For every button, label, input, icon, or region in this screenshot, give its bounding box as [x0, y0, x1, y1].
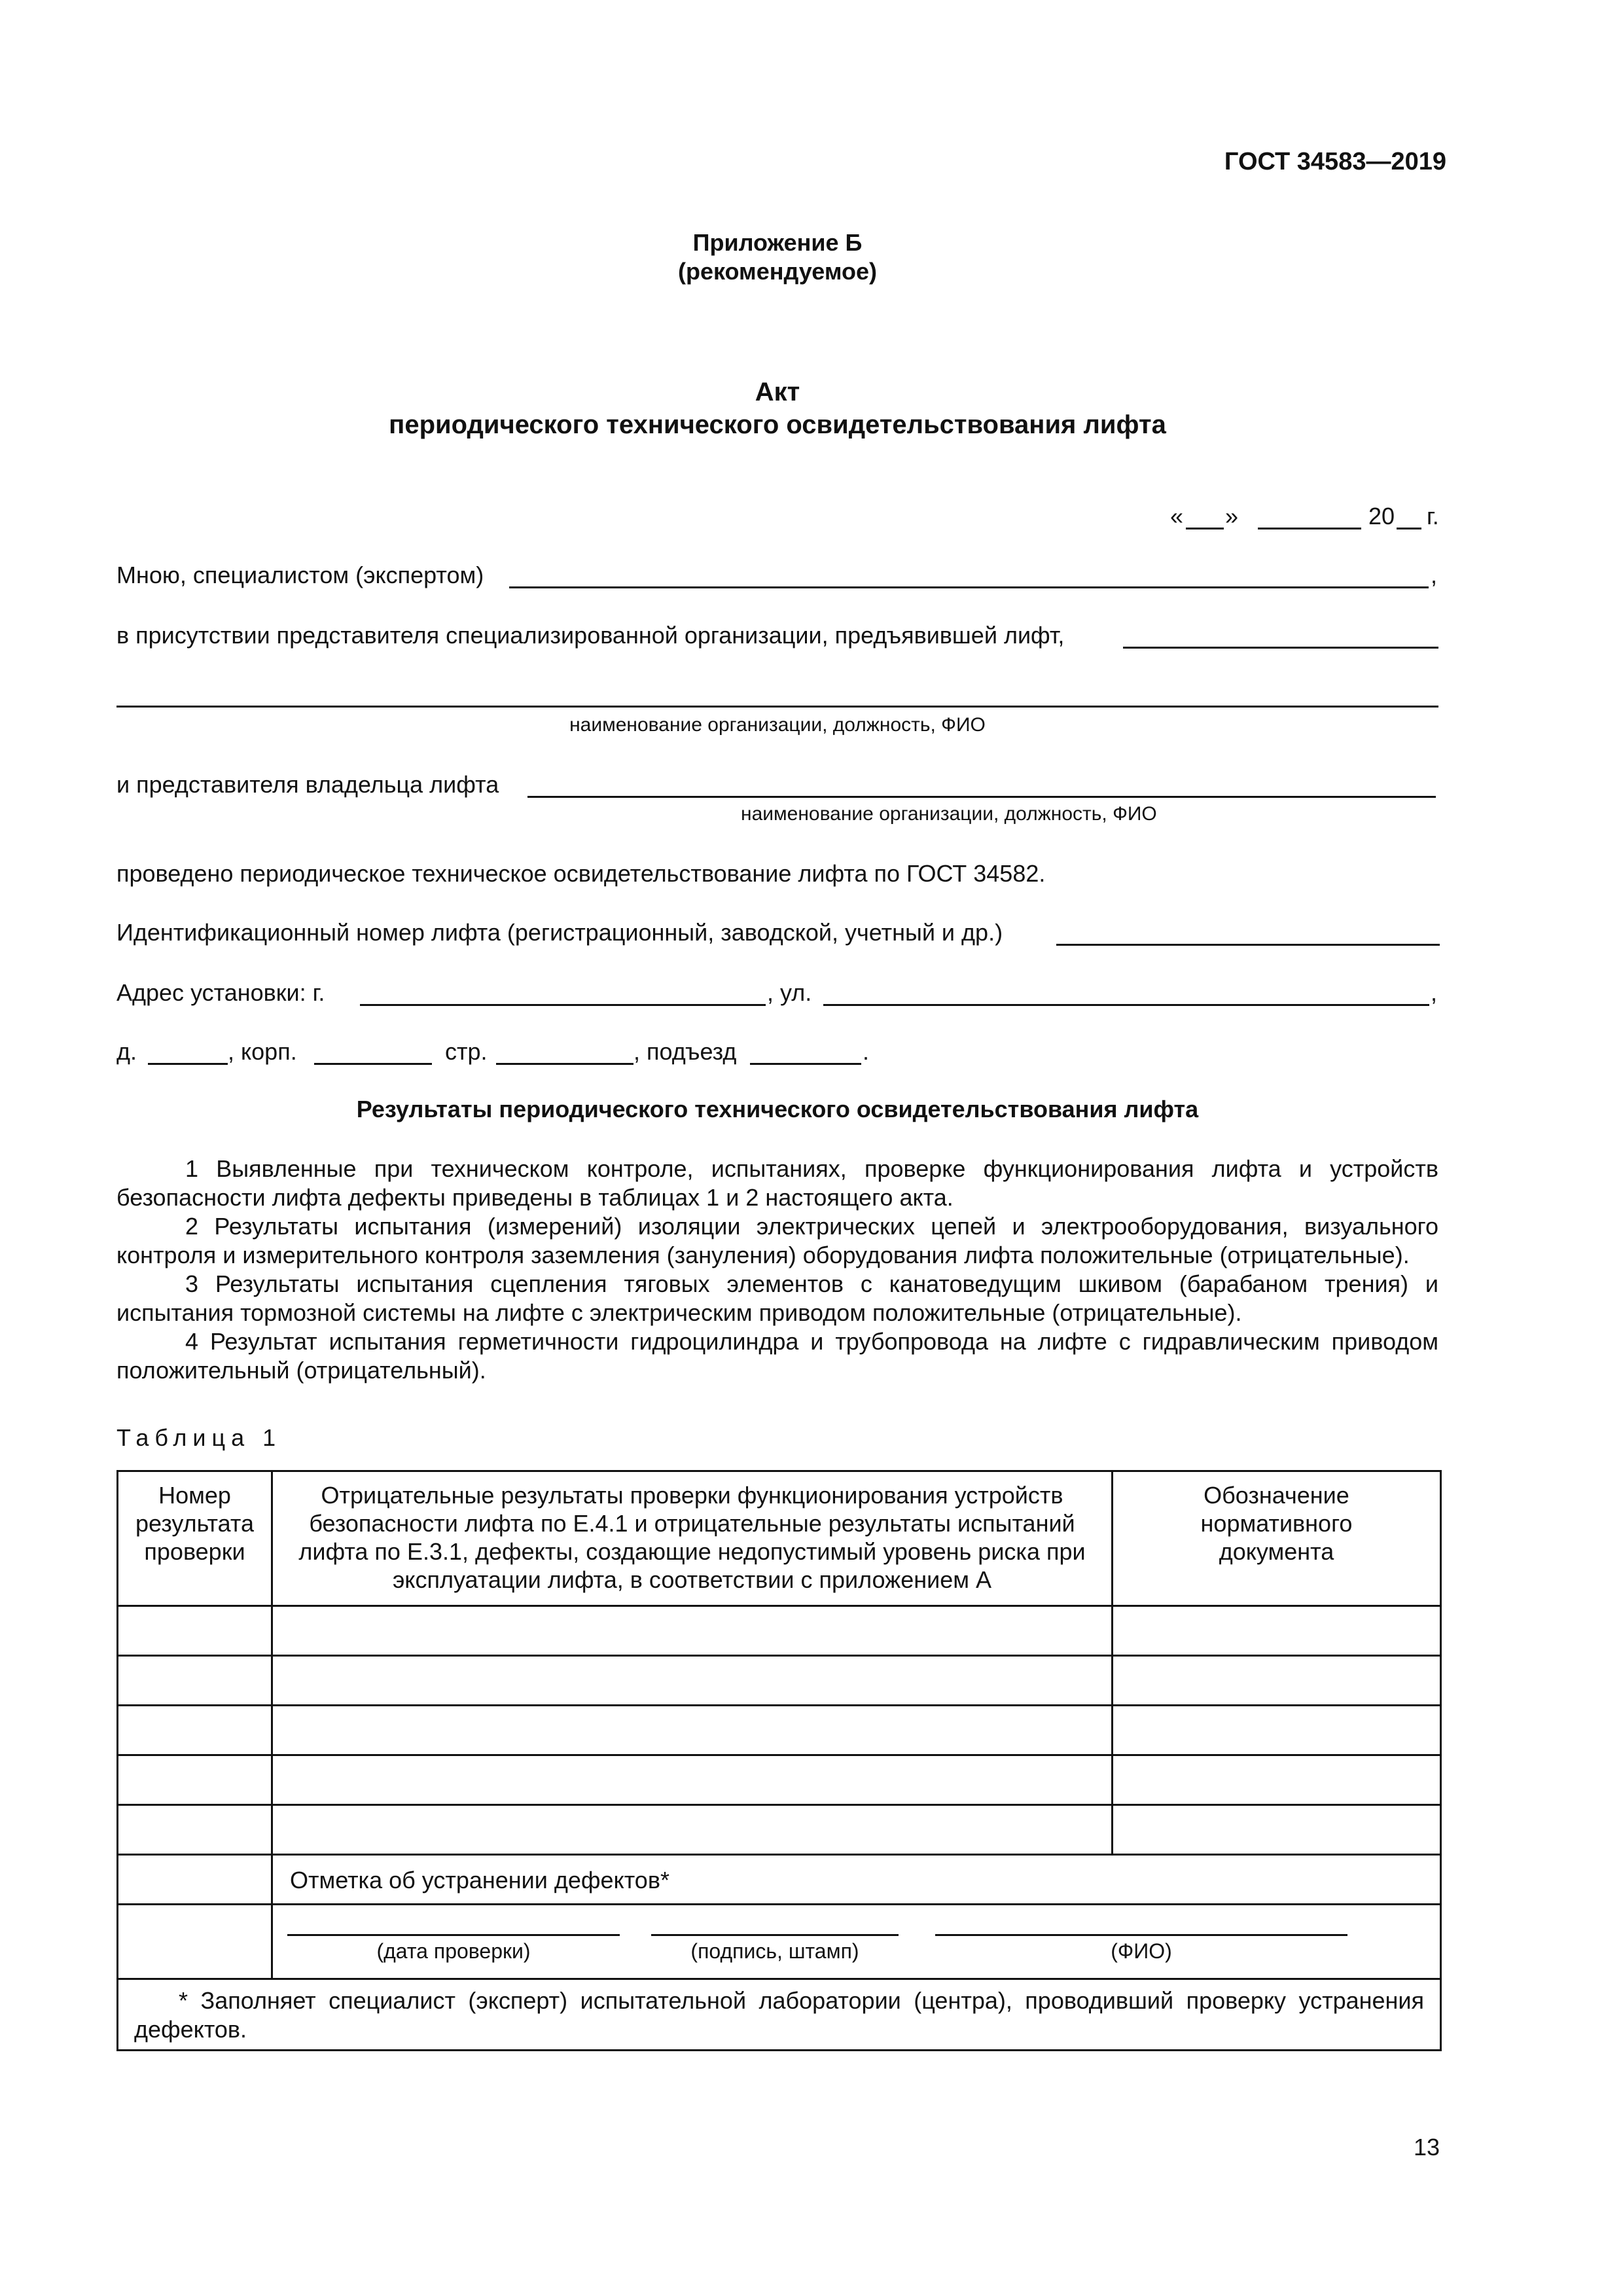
- table-cell[interactable]: [118, 1656, 272, 1706]
- date-close-quote: »: [1225, 503, 1239, 529]
- full-name-caption: (ФИО): [1111, 1939, 1172, 1963]
- header-normative-document: Обозначение нормативного документа: [1113, 1471, 1441, 1606]
- expert-row: [116, 562, 1438, 594]
- check-date-field[interactable]: [287, 1934, 620, 1964]
- footnote-row: [118, 1979, 1441, 2051]
- signature-stamp-field[interactable]: [651, 1934, 899, 1964]
- table-cell[interactable]: [118, 1706, 272, 1755]
- date-open-quote: «: [1170, 503, 1184, 529]
- presence-row: [116, 622, 1438, 655]
- structure-blank[interactable]: [496, 1063, 633, 1065]
- table-cell[interactable]: [272, 1606, 1113, 1656]
- organization-blank[interactable]: [116, 706, 1438, 708]
- table-footnote: * Заполняет специалист (эксперт) испытательной лаборатории (центра), проводивший проверку устранения дефектов.: [118, 1979, 1441, 2051]
- appendix-title: Приложение Б: [692, 229, 863, 256]
- table-row: [118, 1706, 1441, 1755]
- month-blank[interactable]: [1258, 528, 1361, 529]
- table-row: [118, 1606, 1441, 1656]
- table-cell[interactable]: [1113, 1606, 1441, 1656]
- owner-row: [116, 771, 1438, 804]
- id-blank[interactable]: [1056, 944, 1440, 946]
- address-row: [116, 979, 1438, 1012]
- owner-blank[interactable]: [527, 796, 1436, 798]
- year-suffix: г.: [1427, 503, 1439, 529]
- signature-row: [118, 1905, 1441, 1979]
- structure-label: стр.: [445, 1038, 488, 1065]
- year-prefix: 20: [1368, 503, 1395, 529]
- owner-label: и представителя владельца лифта: [116, 771, 499, 798]
- city-blank[interactable]: [360, 1004, 766, 1006]
- table-header-row: [118, 1471, 1441, 1606]
- table-cell[interactable]: [118, 1606, 272, 1656]
- act-title: Акт: [755, 378, 800, 406]
- address-label: Адрес установки: г.: [116, 979, 325, 1006]
- signature-cell: [272, 1905, 1441, 1979]
- address-comma: ,: [1431, 979, 1438, 1006]
- house-row: [116, 1038, 1438, 1071]
- final-period: .: [863, 1038, 870, 1065]
- entrance-blank[interactable]: [750, 1063, 861, 1065]
- comma: ,: [1431, 562, 1438, 588]
- table-cell[interactable]: [1113, 1656, 1441, 1706]
- table-cell[interactable]: [118, 1855, 272, 1905]
- table-cell[interactable]: [272, 1755, 1113, 1805]
- table-cell[interactable]: [272, 1656, 1113, 1706]
- building-blank[interactable]: [314, 1063, 432, 1065]
- table-1: [116, 1470, 1442, 2051]
- house-label: д.: [116, 1038, 137, 1065]
- id-row: [116, 919, 1438, 952]
- result-item-4: 4 Результат испытания герметичности гидроцилиндра и трубопровода на лифте с гидравлическим приводом положительный (отрицательный).: [116, 1328, 1438, 1384]
- day-blank[interactable]: [1186, 528, 1224, 529]
- presence-blank[interactable]: [1123, 647, 1438, 649]
- table-cell[interactable]: [272, 1805, 1113, 1855]
- page-number: 13: [1413, 2134, 1440, 2161]
- date-row: [116, 503, 1438, 535]
- presence-label: в присутствии представителя специализированной организации, предъявившей лифт,: [116, 622, 1065, 649]
- defects-mark-row: [118, 1855, 1441, 1905]
- header-negative-results: Отрицательные результаты проверки функционирования устройств безопасности лифта по Е.4.1 и отрицательные результаты испытаний лифта по Е.3.1, дефекты, создающие недопустимый уровень риска при эксплуатации лифта, в соответствии с приложением А: [272, 1471, 1113, 1606]
- defects-mark-cell[interactable]: [272, 1855, 1441, 1905]
- table-cell[interactable]: [118, 1805, 272, 1855]
- standard-number: ГОСТ 34583—2019: [1224, 148, 1446, 175]
- table-cell[interactable]: [1113, 1805, 1441, 1855]
- expert-label: Мною, специалистом (экспертом): [116, 562, 484, 588]
- owner-caption: наименование организации, должность, ФИО: [741, 803, 1157, 825]
- table-cell[interactable]: [272, 1706, 1113, 1755]
- organization-caption: наименование организации, должность, ФИО: [569, 714, 986, 736]
- table-cell[interactable]: [118, 1905, 272, 1979]
- check-date-caption: (дата проверки): [376, 1939, 531, 1963]
- expert-blank[interactable]: [509, 586, 1429, 588]
- table-cell[interactable]: [1113, 1755, 1441, 1805]
- street-blank[interactable]: [823, 1004, 1429, 1006]
- street-label: , ул.: [767, 979, 812, 1006]
- building-label: , корп.: [228, 1038, 297, 1065]
- entrance-label: , подъезд: [633, 1038, 737, 1065]
- result-item-2: 2 Результаты испытания (измерений) изоляции электрических цепей и электрооборудования, визуального контроля и измерительного контроля заземления (зануления) оборудования лифта положительные (отрицательные).: [116, 1213, 1438, 1268]
- result-item-1: 1 Выявленные при техническом контроле, испытаниях, проверке функционирования лифта и устройств безопасности лифта дефекты приведены в таблицах 1 и 2 настоящего акта.: [116, 1155, 1438, 1211]
- full-name-field[interactable]: [935, 1934, 1347, 1964]
- conducted-text: проведено периодическое техническое освидетельствование лифта по ГОСТ 34582.: [116, 860, 1046, 887]
- table-row: [118, 1755, 1441, 1805]
- result-item-3: 3 Результаты испытания сцепления тяговых элементов с канатоведущим шкивом (барабаном трения) и испытания тормозной системы на лифте с электрическим приводом положительные (отрицательные).: [116, 1270, 1438, 1326]
- id-label: Идентификационный номер лифта (регистрационный, заводской, учетный и др.): [116, 919, 1003, 946]
- results-heading: Результаты периодического технического освидетельствования лифта: [356, 1096, 1199, 1122]
- year-blank[interactable]: [1397, 528, 1421, 529]
- table-row: [118, 1805, 1441, 1855]
- table-cell[interactable]: [118, 1755, 272, 1805]
- defects-mark-label: Отметка об устранении дефектов*: [290, 1867, 669, 1893]
- table-cell[interactable]: [1113, 1706, 1441, 1755]
- act-subtitle: периодического технического освидетельствования лифта: [389, 410, 1166, 439]
- header-result-number: Номер результата проверки: [118, 1471, 272, 1606]
- table-caption: Таблица 1: [116, 1424, 282, 1451]
- table-row: [118, 1656, 1441, 1706]
- house-blank[interactable]: [148, 1063, 228, 1065]
- appendix-status: (рекомендуемое): [678, 258, 877, 285]
- signature-stamp-caption: (подпись, штамп): [690, 1939, 859, 1963]
